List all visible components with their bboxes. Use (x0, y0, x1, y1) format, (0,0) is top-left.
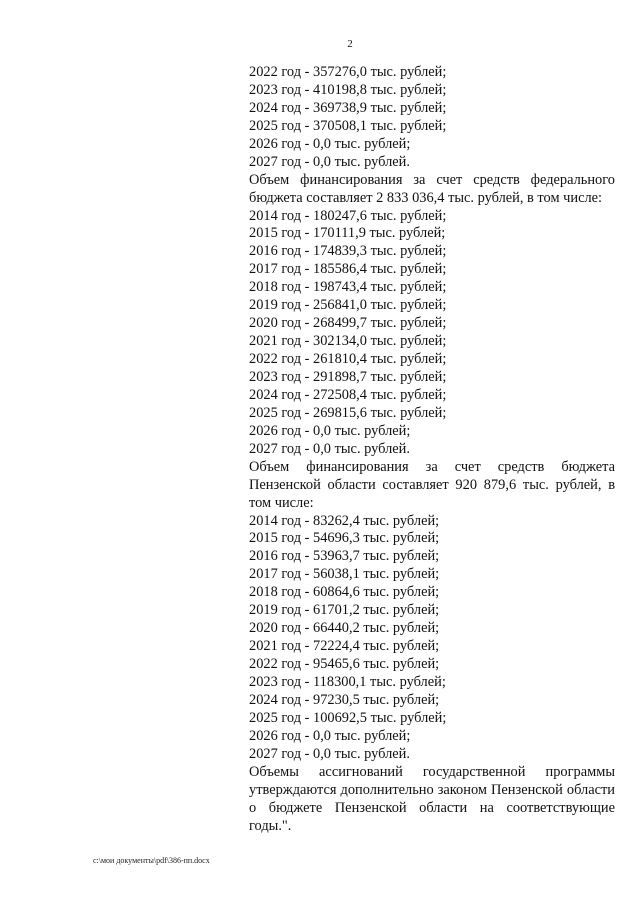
document-body (249, 64, 615, 835)
list-item: 2022 год - 261810,4 тыс. рублей; (249, 351, 447, 368)
list-item: 2014 год - 180247,6 тыс. рублей; (249, 207, 447, 224)
list-item: 2023 год - 118300,1 тыс. рублей; (249, 673, 446, 690)
regional-funding-paragraph: Объем финансирования за счет средств бюджета Пензенской области составляет 920 879,6 тыс. рублей, в том числе: (249, 458, 615, 511)
list-item: 2024 год - 272508,4 тыс. рублей; (249, 386, 447, 403)
list-item: 2026 год - 0,0 тыс. рублей; (249, 422, 411, 439)
federal-funding-paragraph: Объем финансирования за счет средств федерального бюджета составляет 2 833 036,4 тыс. рублей, в том числе: (249, 171, 615, 206)
list-item: 2015 год - 170111,9 тыс. рублей; (249, 225, 446, 242)
list-item: 2020 год - 268499,7 тыс. рублей; (249, 315, 447, 332)
list-item: 2022 год - 95465,6 тыс. рублей; (249, 656, 440, 673)
list-item: 2024 год - 97230,5 тыс. рублей; (249, 691, 440, 708)
footer-file-path: с:\мои документы\pdf\386-пп.docx (93, 856, 210, 865)
list-item: 2016 год - 174839,3 тыс. рублей; (249, 243, 447, 260)
closing-paragraph: Объемы ассигнований государственной программы утверждаются дополнительно законом Пензенской области о бюджете Пензенской области на соответствующие годы.". (249, 763, 615, 834)
list-item: 2020 год - 66440,2 тыс. рублей; (249, 620, 440, 637)
list-item: 2018 год - 60864,6 тыс. рублей; (249, 584, 440, 601)
list-item: 2023 год - 291898,7 тыс. рублей; (249, 368, 447, 385)
list-item: 2026 год - 0,0 тыс. рублей; (249, 135, 411, 152)
list-item: 2027 год - 0,0 тыс. рублей. (249, 440, 410, 457)
list-item: 2017 год - 185586,4 тыс. рублей; (249, 261, 447, 278)
federal-funding-list (249, 208, 615, 459)
list-item: 2018 год - 198743,4 тыс. рублей; (249, 279, 447, 296)
list-item: 2022 год - 357276,0 тыс. рублей; (249, 64, 447, 80)
list-item: 2023 год - 410198,8 тыс. рублей; (249, 81, 447, 98)
list-item: 2019 год - 256841,0 тыс. рублей; (249, 297, 447, 314)
list-item: 2019 год - 61701,2 тыс. рублей; (249, 602, 440, 619)
list-item: 2027 год - 0,0 тыс. рублей. (249, 153, 410, 170)
list-item: 2024 год - 369738,9 тыс. рублей; (249, 99, 447, 116)
regional-funding-list (249, 513, 615, 764)
list-item: 2025 год - 370508,1 тыс. рублей; (249, 117, 447, 134)
list-item: 2014 год - 83262,4 тыс. рублей; (249, 512, 440, 529)
page-number: 2 (347, 38, 353, 50)
list-item: 2026 год - 0,0 тыс. рублей; (249, 727, 411, 744)
list-item: 2027 год - 0,0 тыс. рублей. (249, 745, 410, 762)
list-item: 2015 год - 54696,3 тыс. рублей; (249, 530, 440, 547)
list-item: 2021 год - 72224,4 тыс. рублей; (249, 638, 440, 655)
regional-funding-tail-list (249, 64, 615, 172)
list-item: 2016 год - 53963,7 тыс. рублей; (249, 548, 440, 565)
list-item: 2025 год - 100692,5 тыс. рублей; (249, 709, 447, 726)
list-item: 2017 год - 56038,1 тыс. рублей; (249, 566, 440, 583)
list-item: 2025 год - 269815,6 тыс. рублей; (249, 404, 447, 421)
list-item: 2021 год - 302134,0 тыс. рублей; (249, 333, 447, 350)
